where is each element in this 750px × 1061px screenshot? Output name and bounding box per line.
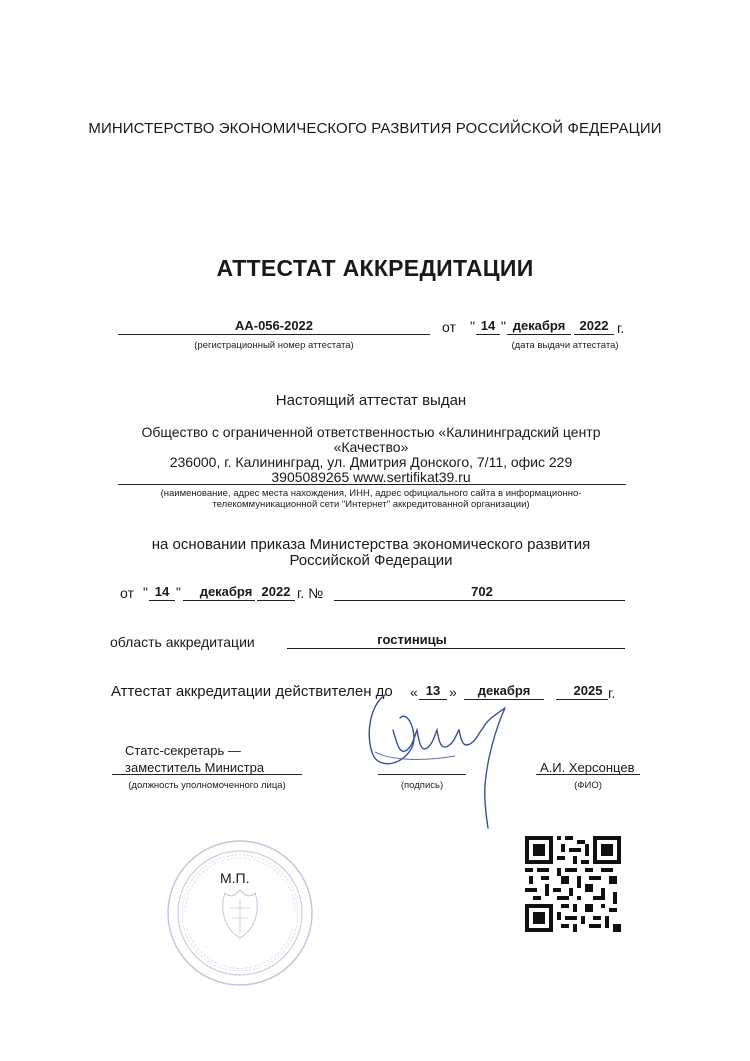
organization-caption-line2: телекоммуникационной сети "Интернет" аккредитованной организации) [212,499,530,510]
signature-caption: (подпись) [400,780,444,791]
issued-heading: Настоящий аттестат выдан [275,392,467,409]
qr-code [525,836,621,932]
validity-quote-open: « [410,684,418,700]
organization-inn-website: 3905089265 www.sertifikat39.ru [271,469,471,485]
scope-value: гостиницы [377,632,447,647]
order-quote-close: " [176,584,181,600]
registration-number: АА-056-2022 [234,318,314,333]
signature-image [345,690,530,830]
validity-quote-close: » [449,684,457,700]
organization-caption-line1: (наименование, адрес места нахождения, ИНН, адрес официального сайта в информационно- [160,488,582,499]
signatory-name-line [536,758,640,775]
ministry-name: МИНИСТЕРСТВО ЭКОНОМИЧЕСКОГО РАЗВИТИЯ РОССИЙСКОЙ ФЕДЕРАЦИИ [88,120,662,137]
signatory-name-caption: (ФИО) [574,780,602,791]
validity-year: 2025 [573,683,603,698]
validity-year-suffix: г. [608,685,616,701]
organization-underline [118,468,626,485]
date-quote-open: " [470,318,475,334]
order-date-ot: от [120,585,134,601]
signatory-position-caption: (должность уполномоченного лица) [128,780,286,791]
scope-label: область аккредитации [110,634,255,650]
signatory-name: А.И. Херсонцев [540,760,635,775]
organization-name-line1: Общество с ограниченной ответственностью «Калининградский центр [141,424,601,440]
signatory-position-line [112,758,302,775]
organization-address: 236000, г. Калининград, ул. Дмитрия Донского, 7/11, офис 229 [169,454,573,470]
date-ot: от [442,319,456,335]
signatory-position-line2: заместитель Министра [125,760,265,775]
order-year-suffix: г. № [297,585,324,601]
order-month: декабря [199,584,253,599]
basis-line1: на основании приказа Министерства экономического развития [151,536,591,553]
registration-number-caption: (регистрационный номер аттестата) [194,340,354,351]
official-stamp [165,838,315,988]
organization-name-line2: «Качество» [333,439,409,455]
order-number: 702 [471,584,493,599]
validity-month: декабря [477,683,531,698]
signatory-position-line1: Статс-секретарь — [125,743,241,758]
date-quote-close: " [501,318,506,334]
validity-label: Аттестат аккредитации действителен до [111,683,393,700]
basis-line2: Российской Федерации [289,552,453,569]
validity-day: 13 [425,683,441,698]
issue-date-caption: (дата выдачи аттестата) [511,340,619,351]
issue-year: 2022 [579,318,609,333]
issue-month: декабря [512,318,566,333]
stamp-place-label: М.П. [220,870,250,886]
issue-day: 14 [480,318,496,333]
document-title: АТТЕСТАТ АККРЕДИТАЦИИ [216,255,534,281]
order-year: 2022 [261,584,291,599]
order-day: 14 [154,584,170,599]
order-quote-open: " [143,584,148,600]
date-year-suffix: г. [617,320,625,336]
